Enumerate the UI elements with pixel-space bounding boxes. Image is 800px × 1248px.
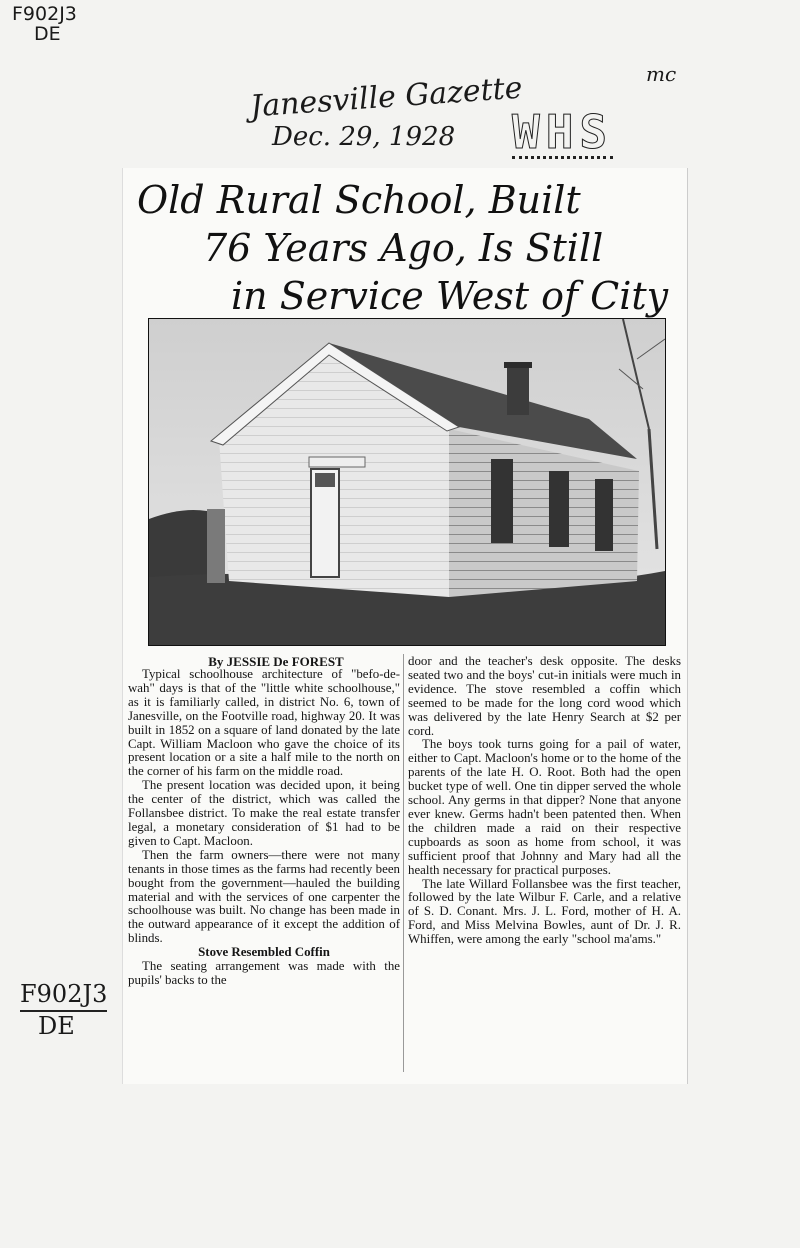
byline: By JESSIE De FOREST: [208, 654, 344, 669]
headline-line: 76 Years Ago, Is Still: [203, 226, 604, 270]
headline-line: Old Rural School, Built: [137, 178, 581, 222]
catalog-code-line: DE: [34, 23, 61, 45]
article-column-1: [128, 668, 400, 988]
perforated-stamp: WHS: [512, 105, 614, 159]
paragraph: The boys took turns going for a pail of water, either to Capt. Macloon's home or to the home of the parents of the late H. O. Root. Both had the open bucket type of well. One tin dipper served the whole school. Any germs in that dipper? None that anyone ever knew. Germs hadn't been patented then. When the children made a raid on their respective cupboards as soon as home from school, it was sufficient proof that Johnny and Mary had all the health necessary for practical purposes.: [408, 737, 681, 877]
catalog-code-line: F902J3: [20, 980, 107, 1012]
headline: [137, 176, 677, 320]
schoolhouse-photo: [148, 318, 666, 646]
schoolhouse-illustration: [149, 319, 665, 645]
paragraph: Typical schoolhouse architecture of "befo-de-wah" days is that of the "little white schoolhouse," as it is familiarly called, in district No. 6, town of Janesville, on the Footville road, highway 20. It was built in 1852 on a square of land donated by the late Capt. William Macloon who gave the choice of its present location or a site a half mile to the north on the corner of his farm on the middle road.: [128, 667, 400, 779]
paragraph: The seating arrangement was made with the pupils' backs to the: [128, 959, 400, 987]
paragraph: The present location was decided upon, it being the center of the district, which was called the Follansbee district. To make the real estate transfer legal, a monetary consideration of $1 had to be given to Capt. Macloon.: [128, 778, 400, 848]
catalog-code-top: [12, 4, 77, 44]
headline-line: in Service West of City: [231, 274, 669, 318]
catalog-code-line: DE: [38, 1012, 75, 1040]
catalog-code-line: F902J3: [12, 3, 77, 25]
initials-mark: mc: [646, 62, 677, 86]
publication-date: Dec. 29, 1928: [272, 122, 456, 152]
paragraph: door and the teacher's desk opposite. The desks seated two and the boys' cut-in initials were much in evidence. The stove resembled a coffin which seemed to be made for the long cord wood which was delivered by the late Henry Search at $2 per cord.: [408, 654, 681, 738]
paragraph: Then the farm owners—there were not many tenants in those times as the farms had recently been bought from the government—hauled the building material and with the services of one carpenter the schoolhouse was built. No change has been made in the outward appearance of it except the addition of blinds.: [128, 847, 400, 946]
subheading: Stove Resembled Coffin: [198, 945, 330, 960]
catalog-code-left: [20, 980, 107, 1040]
column-divider: [403, 654, 404, 1072]
article-column-2: [408, 655, 681, 947]
newspaper-name: Janesville Gazette: [249, 70, 524, 125]
paragraph: The late Willard Follansbee was the first teacher, followed by the late Wilbur F. Carle, and a relative of S. D. Conant. Mrs. J. L. Ford, mother of H. A. Ford, and Miss Melvina Bowles, aunt of Dr. J. R. Whiffen, were among the early "school ma'ams.": [408, 876, 681, 947]
